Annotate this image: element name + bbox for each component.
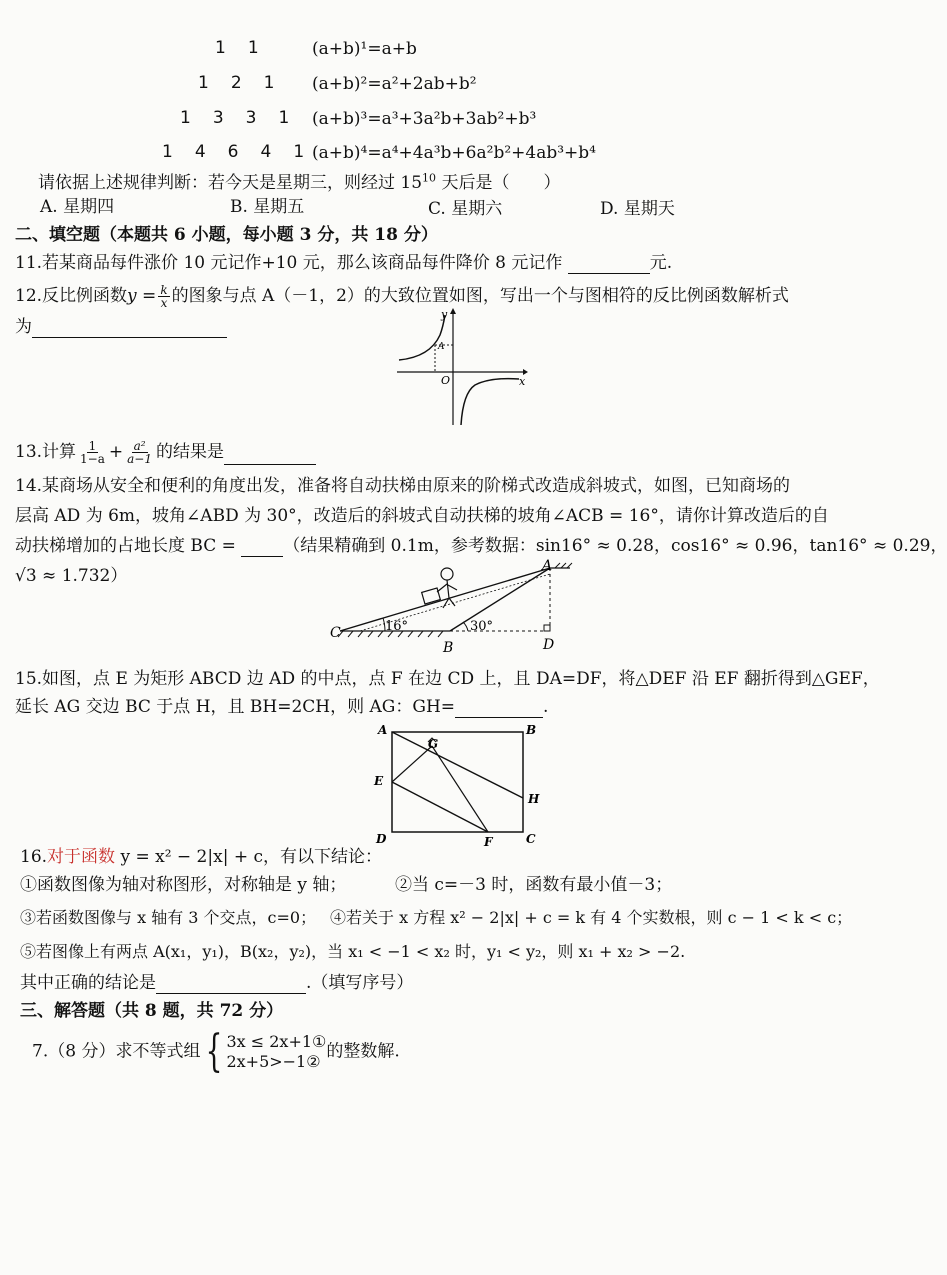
pascal-row-1: 1 1	[215, 38, 259, 58]
question-16-head: 16.对于函数 y = x² − 2|x| + c，有以下结论：	[20, 847, 382, 867]
question-17: 7.（8 分）求不等式组 { 3x ≤ 2x+1① 2x+5>−1② 的整数解.	[32, 1026, 400, 1077]
pascal-row-2: 1 2 1	[198, 73, 275, 93]
label-x: x	[519, 375, 526, 388]
question-16-conclusion-2: ②当 c=－3 时，函数有最小值－3；	[395, 875, 673, 895]
question-14-line-2: 层高 AD 为 6m，坡角∠ABD 为 30°，改造后的斜坡式自动扶梯的坡角∠ACB = 16°，请你计算改造后的自	[15, 506, 829, 526]
answer-blank-13[interactable]	[224, 446, 316, 465]
question-16-conclusion-1: ①函数图像为轴对称图形，对称轴是 y 轴；	[20, 875, 347, 895]
q15-rectangle-figure	[368, 718, 548, 853]
answer-blank-15[interactable]	[455, 699, 543, 718]
question-16-conclusion-3: ③若函数图像与 x 轴有 3 个交点，c=0；	[20, 908, 317, 927]
answer-blank-12[interactable]	[32, 319, 227, 338]
answer-blank-14[interactable]	[241, 538, 283, 557]
q12-graph	[395, 305, 530, 430]
y-axis-arrow-icon	[450, 308, 456, 314]
section-2-title: 二、填空题（本题共 6 小题，每小题 3 分，共 18 分）	[15, 225, 438, 245]
question-16-conclusion-5: ⑤若图像上有两点 A(x₁，y₁)，B(x₂，y₂)，当 x₁ < −1 < x₂ 时，y₁ < y₂，则 x₁ + x₂ > −2.	[20, 942, 686, 961]
pascal-formula-4: (a+b)⁴=a⁴+4a³b+6a²b²+4ab³+b⁴	[312, 143, 596, 163]
label-e: E	[374, 774, 384, 788]
angle-label-30: 30°	[470, 619, 494, 634]
answer-blank-11[interactable]	[568, 255, 650, 274]
label-c: C	[526, 832, 536, 846]
label-c: C	[330, 625, 341, 641]
label-a: A	[378, 723, 388, 737]
q14-escalator-figure	[325, 560, 585, 655]
label-d: D	[543, 637, 555, 653]
question-12-line-1: 12.反比例函数y = $\frac{k}{x}$ 的图象与点 A（－1，2）的大致位置如图，写出一个与图相符的反比例函数解析式	[15, 283, 789, 310]
question-12-line-2: 为	[15, 316, 227, 338]
segment-gf	[432, 746, 488, 832]
question-16-conclusion-4: ④若关于 x 方程 x² − 2|x| + c = k 有 4 个实数根，则 c − 1 < k < c；	[330, 908, 853, 927]
question-16-tail: 其中正确的结论是 .（填写序号）	[20, 973, 414, 993]
brace-icon: {	[206, 1026, 223, 1077]
question-14-line-4: √3 ≈ 1.732）	[15, 566, 128, 586]
pascal-row-3: 1 3 3 1	[180, 108, 290, 128]
question-10-option-d: D. 星期天	[600, 199, 675, 219]
pascal-formula-1: (a+b)¹=a+b	[312, 39, 417, 59]
rectangle-abcd	[392, 732, 523, 832]
handwritten-scribble: 对于函数	[47, 847, 116, 867]
answer-blank-16[interactable]	[156, 975, 306, 994]
question-15-line-1: 15.如图，点 E 为矩形 ABCD 边 AD 的中点，点 F 在边 CD 上，且 DA=DF，将△DEF 沿 EF 翻折得到△GEF，	[15, 669, 880, 689]
section-3-title: 三、解答题（共 8 题，共 72 分）	[20, 1001, 284, 1021]
angle-label-16: 16°	[385, 619, 409, 634]
label-a: A	[542, 558, 553, 574]
label-b: B	[443, 640, 454, 656]
question-14-line-1: 14.某商场从安全和便利的角度出发，准备将自动扶梯由原来的阶梯式改造成斜坡式，如图，已知商场的	[15, 476, 791, 496]
pascal-formula-3: (a+b)³=a³+3a²b+3ab²+b³	[312, 109, 537, 129]
right-angle-mark	[544, 625, 550, 631]
question-10-stem: 请依据上述规律判断：若今天是星期三，则经过 $15^{10}$ 天后是（ ）	[38, 171, 561, 193]
label-origin: O	[441, 374, 451, 387]
slope-ac	[340, 568, 550, 631]
question-13: 13.计算 $\frac{1}{1-a}$ + $\frac{\text{a²}}{a-1}$ 的结果是	[15, 440, 316, 465]
label-y: y	[441, 308, 448, 321]
segment-ef	[392, 782, 488, 832]
question-15-line-2: 延长 AG 交边 BC 于点 H，且 BH=2CH，则 AG：GH= .	[15, 697, 549, 717]
pascal-formula-2: (a+b)²=a²+2ab+b²	[312, 74, 477, 94]
pascal-row-4: 1 4 6 4 1	[162, 142, 305, 162]
label-h: H	[528, 792, 540, 806]
question-10-option-c: C. 星期六	[428, 199, 503, 219]
label-g: G	[428, 737, 439, 751]
person-icon	[422, 568, 457, 608]
question-10-option-a: A. 星期四	[40, 197, 115, 217]
segment-eg	[392, 746, 432, 782]
hyperbola-branch-left	[399, 315, 445, 360]
hyperbola-branch-right	[461, 379, 519, 425]
label-d: D	[376, 832, 387, 846]
question-14-line-3: 动扶梯增加的占地长度 BC = （结果精确到 0.1m，参考数据：sin16° ≈ 0.28，cos16° ≈ 0.96，tan16° ≈ 0.29，	[15, 536, 947, 556]
label-f: F	[484, 835, 493, 849]
question-10-option-b: B. 星期五	[230, 197, 305, 217]
label-b: B	[526, 723, 537, 737]
label-point-a: A	[438, 342, 445, 352]
question-11: 11.若某商品每件涨价 10 元记作+10 元，那么该商品每件降价 8 元记作 元.	[15, 253, 673, 273]
